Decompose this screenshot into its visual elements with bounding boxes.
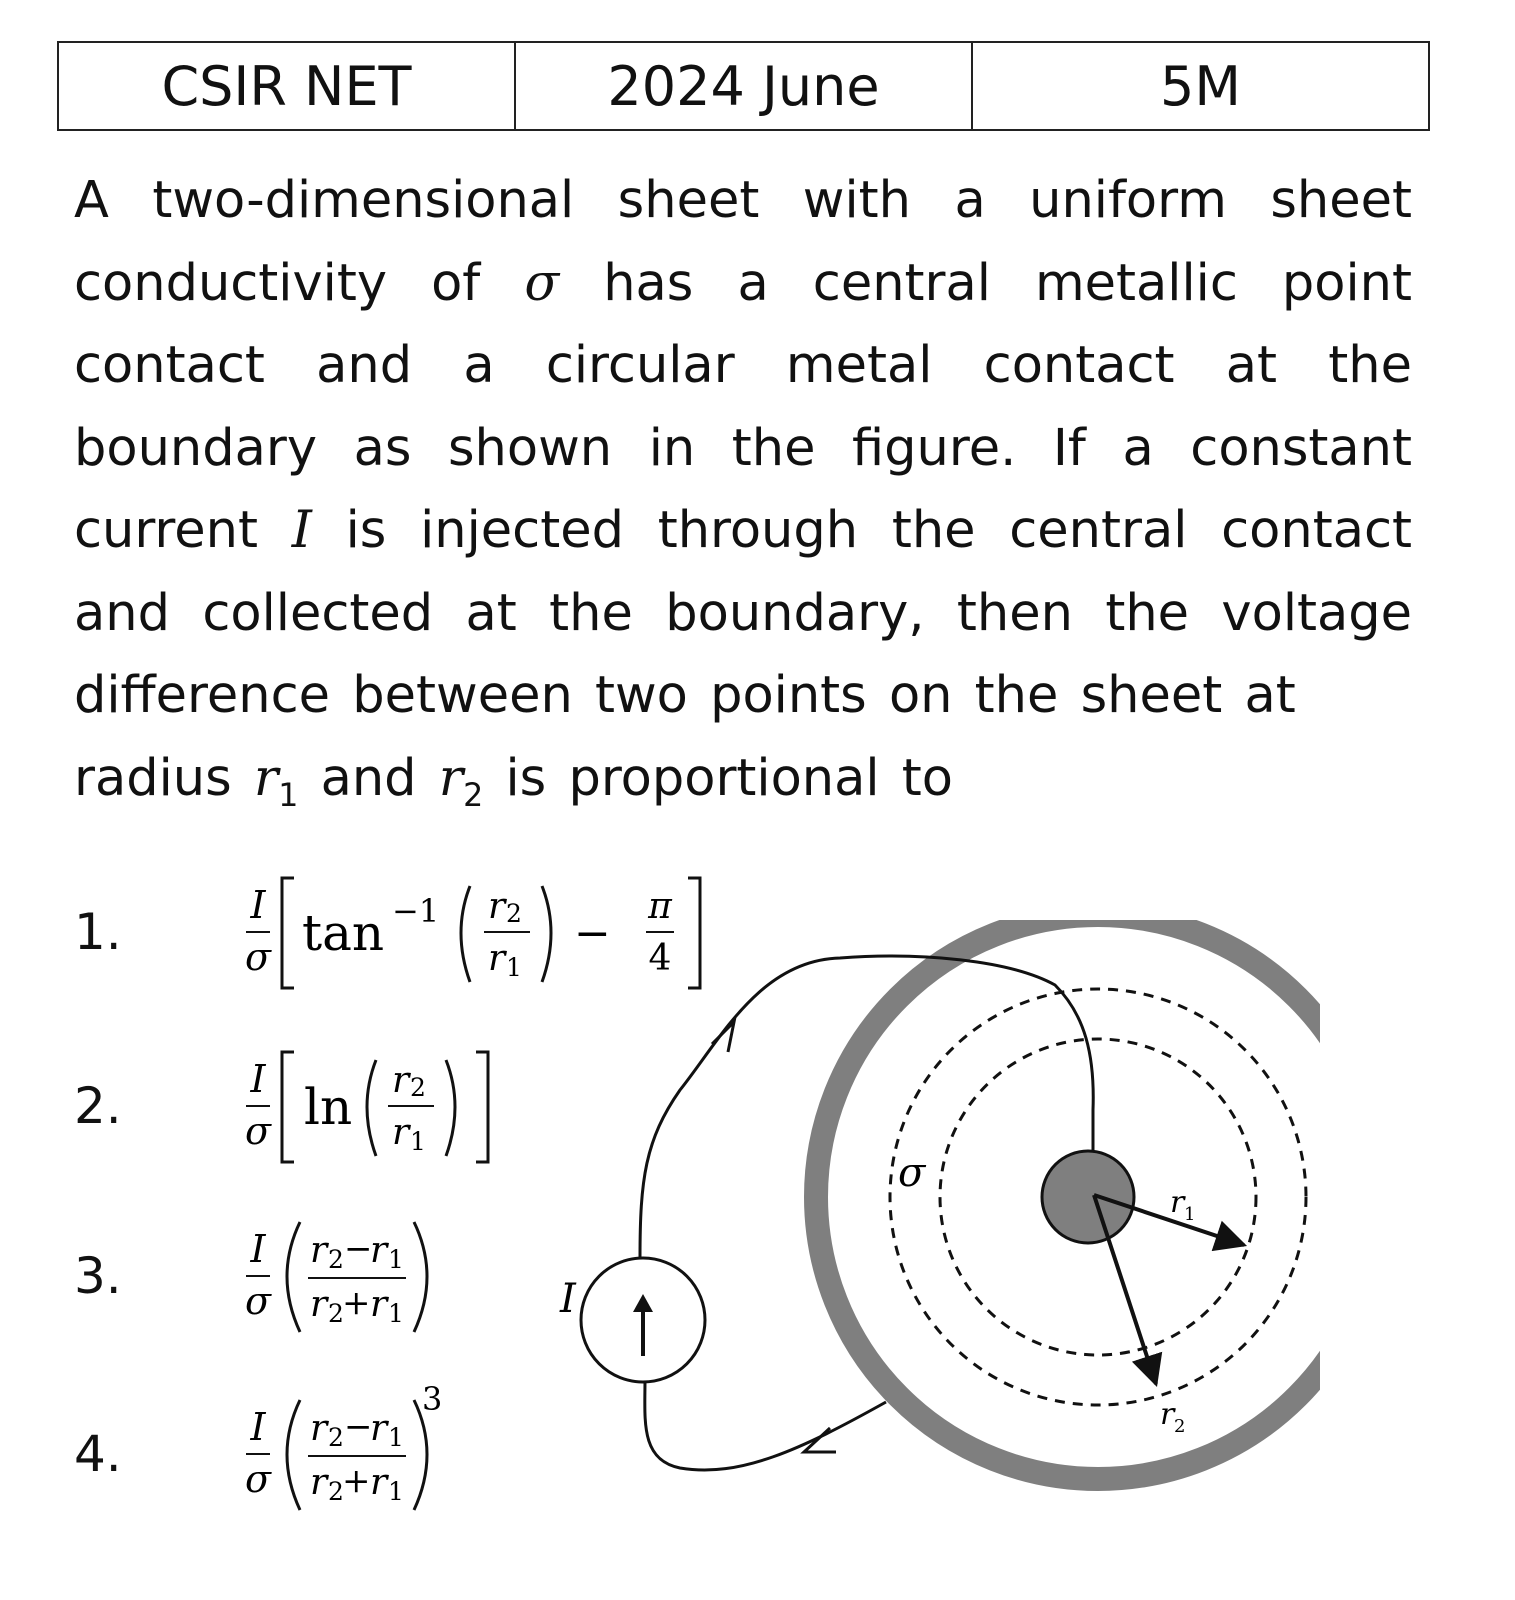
r-symbol: r (370, 1462, 388, 1503)
current-label: I (560, 1276, 576, 1322)
subscript-1: 1 (506, 953, 522, 982)
r-symbol: r (310, 1462, 328, 1503)
number-4: 4 (648, 938, 672, 979)
circuit-figure (540, 920, 1320, 1570)
subscript-2: 2 (410, 1073, 426, 1102)
subscript-1: 1 (388, 1245, 404, 1274)
cube-exponent: 3 (422, 1386, 443, 1418)
subscript-1: 1 (388, 1299, 404, 1328)
option-4-formula (170, 1386, 530, 1516)
sigma-symbol: σ (524, 253, 560, 313)
question-segment: A two-dimensional sheet with a uniform sheet conductivity of (74, 171, 1412, 313)
current-symbol: I (291, 501, 312, 560)
denominator-sigma: σ (245, 1457, 271, 1501)
exam-name: CSIR NET (58, 42, 515, 130)
r-symbol: r (488, 938, 506, 979)
plus-sign: + (342, 1461, 371, 1501)
inverse-exponent: −1 (392, 892, 440, 930)
denominator-sigma: σ (245, 1279, 271, 1323)
ln-function: ln (304, 1078, 353, 1136)
question-segment: and (298, 748, 439, 808)
subscript-2: 2 (328, 1477, 344, 1506)
minus-sign: − (344, 1407, 373, 1447)
r-symbol: r (392, 1060, 410, 1101)
r-symbol: r (438, 748, 464, 808)
denominator-sigma: σ (245, 935, 271, 979)
option-number: 2. (74, 1077, 122, 1135)
wire-arrow-icon (712, 1022, 734, 1052)
question-marks: 5M (972, 42, 1429, 130)
numerator-I: I (250, 1405, 266, 1449)
question-text (74, 160, 1412, 820)
r-symbol: r (310, 1284, 328, 1325)
option-3-formula (170, 1216, 510, 1336)
question-segment: radius (74, 748, 254, 808)
option-2-formula (170, 1046, 530, 1166)
r1-label-subscript: 1 (1184, 1204, 1196, 1225)
r-symbol: r (370, 1284, 388, 1325)
subscript-2: 2 (328, 1423, 344, 1452)
minus-sign: − (344, 1229, 373, 1269)
question-segment: is injected through the central contact and collected at the boundary, then the voltage difference between two points on the sheet at (74, 501, 1412, 725)
r-symbol: r (392, 1112, 410, 1153)
minus-sign: − (574, 908, 611, 959)
sigma-label: σ (898, 1150, 926, 1196)
subscript-2: 2 (506, 899, 522, 928)
r-symbol: r (310, 1230, 328, 1271)
header-row (58, 42, 1429, 130)
subscript-1: 1 (388, 1423, 404, 1452)
numerator-I: I (250, 1057, 266, 1101)
denominator-sigma: σ (245, 1109, 271, 1153)
subscript-1: 1 (410, 1127, 426, 1156)
subscript-2: 2 (328, 1299, 344, 1328)
r2-label-subscript: 2 (1174, 1416, 1186, 1437)
r2-subscript: 2 (463, 777, 484, 814)
question-segment: has a central metallic point contact and a circular metal contact at the boundary as shown in the figure. If a constant current (74, 253, 1412, 560)
central-contact (1042, 1151, 1134, 1243)
question-segment: is proportional to (483, 748, 953, 808)
r-symbol: r (488, 886, 506, 927)
question-last-line (74, 738, 1412, 821)
header-table (57, 41, 1430, 131)
r1-subscript: 1 (278, 777, 299, 814)
option-number: 3. (74, 1247, 122, 1305)
r-symbol: r (370, 1408, 388, 1449)
option-number: 4. (74, 1425, 122, 1483)
r1-label: r (1170, 1185, 1185, 1220)
exam-session: 2024 June (515, 42, 972, 130)
subscript-1: 1 (388, 1477, 404, 1506)
return-wire (645, 1380, 886, 1470)
r-symbol: r (253, 748, 279, 808)
tan-function: tan (302, 904, 385, 962)
pi-symbol: π (648, 886, 672, 927)
option-number: 1. (74, 903, 122, 961)
numerator-I: I (250, 1227, 266, 1271)
r-symbol: r (370, 1230, 388, 1271)
numerator-I: I (250, 883, 266, 927)
r2-label: r (1160, 1397, 1175, 1432)
plus-sign: + (342, 1283, 371, 1323)
r-symbol: r (310, 1408, 328, 1449)
subscript-2: 2 (328, 1245, 344, 1274)
